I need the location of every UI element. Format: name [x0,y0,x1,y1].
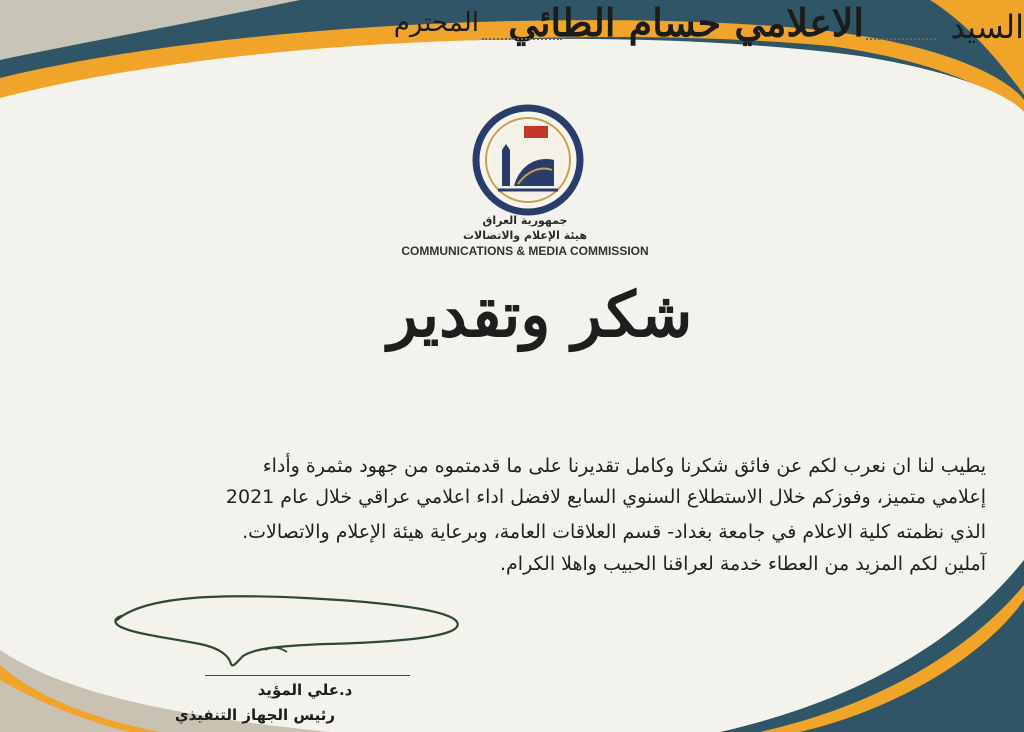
certificate-title: شكر وتقدير [387,278,693,351]
salutation: السيد [950,8,1024,46]
honorific: المحترم [393,8,479,38]
signature-scribble [105,590,485,670]
signatory-name: د.علي المؤيد [257,681,353,699]
signatory-title: رئيس الجهاز التنفيذي [174,706,335,724]
body-line: الذي نظمته كلية الاعلام في جامعة بغداد- قسم العلاقات العامة، وبرعاية هيئة الإعلام والاتصالات. [242,521,986,543]
recipient-name: الاعلامي حسام الطائي [508,0,864,45]
org-country: جمهورية العراق [482,214,568,227]
org-name-english: COMMUNICATIONS & MEDIA COMMISSION [401,244,649,258]
dotted-leader [866,38,936,40]
dotted-leader [482,38,562,40]
signature-line [205,675,410,676]
body-line: يطيب لنا ان نعرب لكم عن فائق شكرنا وكامل تقديرنا على ما قدمتموه من جهود مثمرة وأداء [262,455,986,477]
body-line: إعلامي متميز، وفوزكم خلال الاستطلاع السنوي السابع لافضل اداء اعلامي عراقي خلال عام 2021 [225,486,986,508]
commission-logo [472,104,584,216]
org-name-arabic: هيئة الإعلام والاتصالات [463,229,587,242]
body-line: آملين لكم المزيد من العطاء خدمة لعراقنا الحبيب واهلا الكرام. [499,553,986,575]
